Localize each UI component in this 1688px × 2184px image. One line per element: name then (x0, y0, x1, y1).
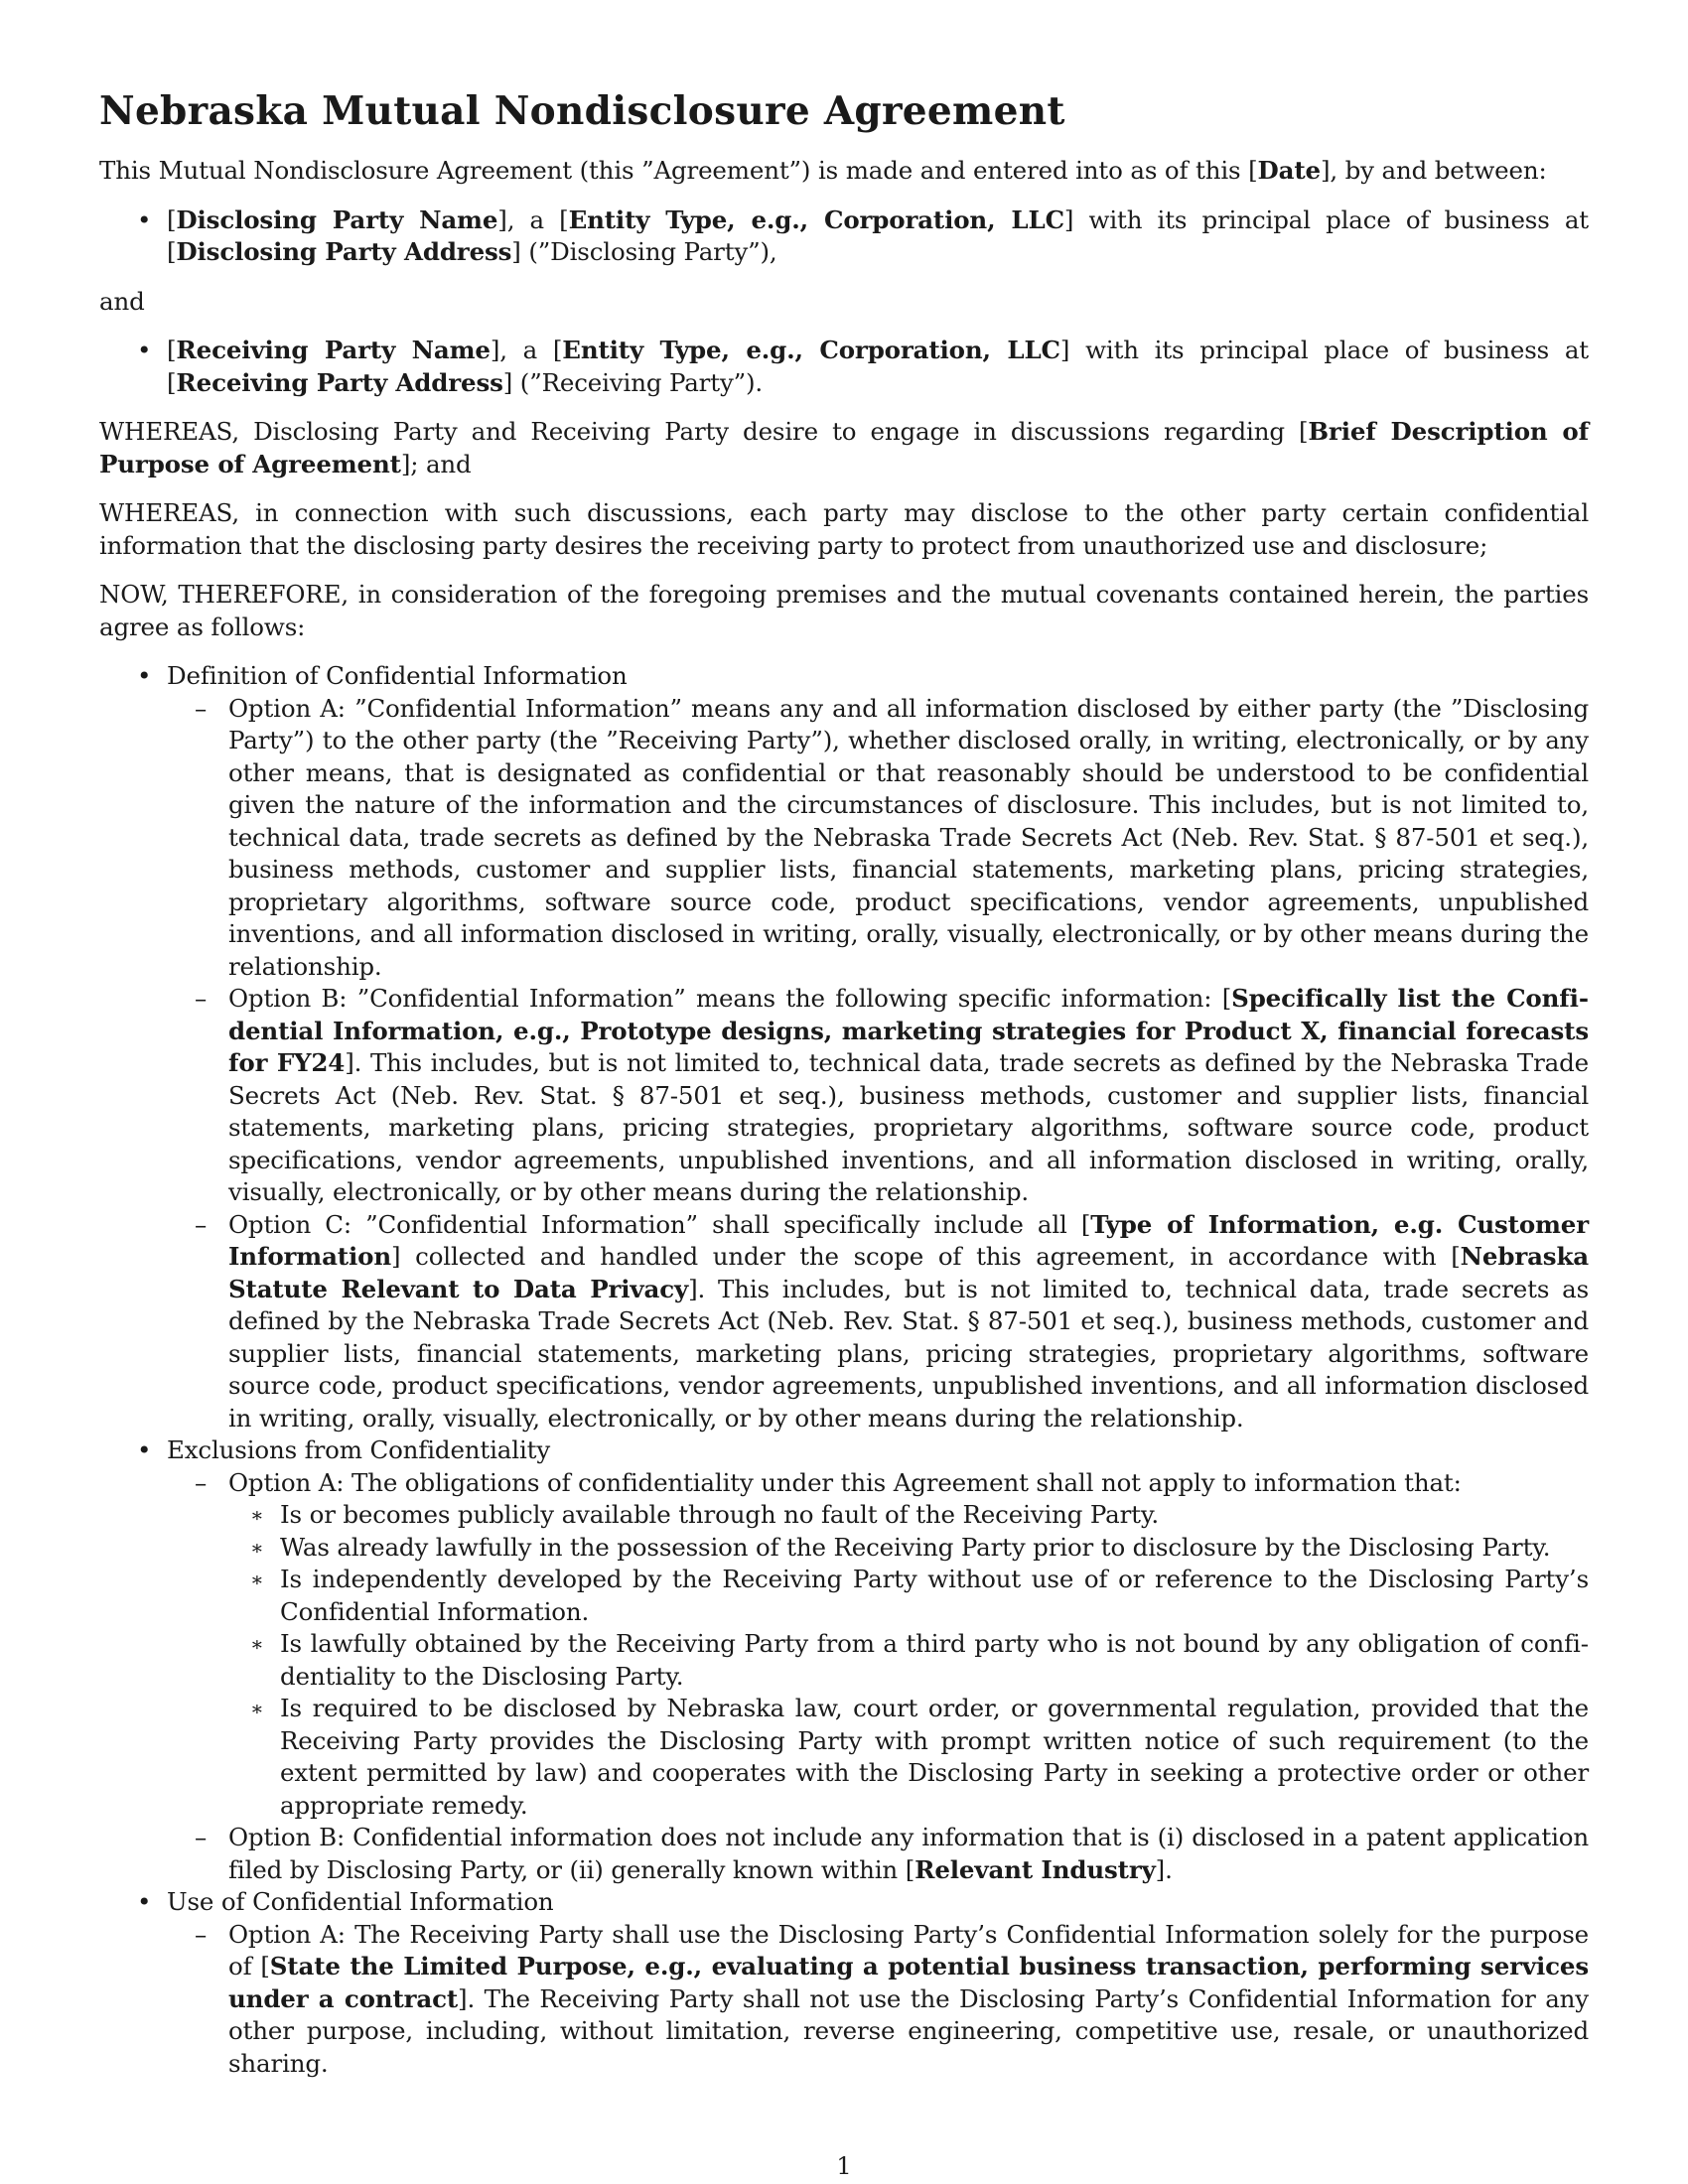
exclusion-item (99, 1564, 1589, 1628)
disclosing-party-name-placeholder: Disclosing Party Name (176, 205, 498, 234)
definition-option-b (99, 983, 1589, 1209)
limited-purpose-placeholder: State the Limited Purpose, e.g., evaluating a potential business transaction, performing services under a contract (228, 1952, 1589, 2013)
text: ]. This includes, but is not limited to, technical data, trade secrets as defined by the Nebraska Trade Secrets Act (Neb. Rev. Stat. § 87-501 et seq.), business methods, customer and supplier lists, financial statements, marketing plans, pricing strategies, proprietary algorithms, software source code, product specifications, vendor agreements, unpublished inventions, and all information disclosed in writing, orally, visually, electronically, or by other means during the relationship. (228, 1048, 1589, 1206)
whereas-purpose (99, 416, 1589, 480)
bullet-marker: • (137, 205, 152, 234)
intro-text-end: ], by and between: (1320, 156, 1547, 185)
exclusions-option-a (99, 1467, 1589, 1500)
text: ] (”Receiving Party”). (502, 367, 764, 397)
item-text: Is or becomes publicly available through no fault of the Receiving Party. (280, 1500, 1159, 1529)
document-body (99, 87, 1589, 2080)
item-text: Is lawfully obtained by the Receiving Party from a third party who is not bound by any obligation of confidentiality to the Disclosing Party. (280, 1629, 1589, 1691)
asterisk-marker: ∗ (250, 1568, 264, 1591)
asterisk-marker: ∗ (250, 1503, 264, 1527)
text: ], a [ (497, 205, 569, 234)
text: Option A: The Receiving Party shall use the Disclosing Party’s Confidential Information solely for the purpose of [ (228, 1919, 1589, 1980)
text: ]. This includes, but is not limited to, technical data, trade secrets as defined by the Nebraska Trade Secrets Act (Neb. Rev. Stat. § 87-501 et seq.), business methods, customer and supplier lists, financial statements, marketing plans, pricing strategies, proprietary algorithms, software source code, product specifications, vendor agreements, unpublished inventions, and all information disclosed in writing, orally, visually, electronically, or by other means during the relationship. (228, 1274, 1589, 1433)
asterisk-marker: ∗ (250, 1632, 264, 1656)
asterisk-marker: ∗ (250, 1535, 264, 1560)
text: [ (167, 205, 177, 234)
receiving-entity-type-placeholder: Entity Type, e.g., Corporation, LLC (562, 336, 1060, 364)
text: Option B: Confidential information does not include any information that is (i) disclosed in a patent application filed by Disclosing Party, or (ii) generally known within [ (228, 1823, 1589, 1884)
section-definition (99, 660, 1589, 693)
definition-option-a (99, 693, 1589, 984)
dash-marker: – (195, 984, 208, 1013)
text: ]. The Receiving Party shall not use the Disclosing Party’s Confidential Information for any other purpose, including, without limitation, reverse engineering, competitive use, resale, or unauthorized sharing. (228, 1983, 1589, 2078)
section-heading: Use of Confidential Information (167, 1887, 554, 1916)
item-text: Is required to be disclosed by Nebraska law, court order, or governmental regulation, provided that the Receiving Party provides the Disclosing Party with prompt written notice of such requirement (to the extent permitted by law) and cooperates with the Disclosing Party in seeking a protective order or other appropriate remedy. (280, 1694, 1589, 1820)
party-disclosing (99, 205, 1589, 269)
exclusion-item (99, 1693, 1589, 1822)
bullet-marker: • (137, 1887, 152, 1916)
use-option-a (99, 1919, 1589, 2081)
bullet-marker: • (137, 1435, 152, 1464)
text: ]; and (400, 449, 472, 478)
dash-marker: – (195, 1209, 208, 1239)
whereas-disclosure: WHEREAS, in connection with such discussions, each party may disclose to the other party certain confidential information that the disclosing party desires the receiving party to protect from unauthorized use and disclosure; (99, 498, 1589, 560)
option-text: Option A: ”Confidential Information” means any and all information disclosed by either party (the ”Disclosing Party”) to the other party (the ”Receiving Party”), whether disclosed orally, in writing, electronically, or by any other means, that is designated as confidential or that reasonably should be understood to be confidential given the nature of the information and the circumstances of disclosure. This includes, but is not limited to, technical data, trade secrets as defined by the Nebraska Trade Secrets Act (Neb. Rev. Stat. § 87-501 et seq.), business methods, customer and supplier lists, financial statements, marketing plans, pricing strategies, proprietary algorithms, software source code, product specifications, vendor agreements, unpublished inventions, and all information disclosed in writing, orally, visually, electronically, or by other means during the relationship. (228, 693, 1589, 981)
exclusion-item (99, 1499, 1589, 1532)
dash-marker: – (195, 693, 208, 723)
text: ] (”Disclosing Party”), (511, 237, 777, 266)
industry-placeholder: Relevant Industry (914, 1854, 1156, 1884)
exclusion-item (99, 1628, 1589, 1693)
party-receiving (99, 335, 1589, 399)
intro-text: This Mutual Nondisclosure Agreement (this ”Agreement”) is made and entered into as of this [ (99, 156, 1258, 185)
intro-paragraph (99, 155, 1589, 188)
definition-option-c (99, 1209, 1589, 1435)
receiving-party-name-placeholder: Receiving Party Name (176, 336, 491, 364)
text: Option B: ”Confidential Information” means the following specific information: [ (228, 984, 1232, 1013)
dash-marker: – (195, 1823, 208, 1851)
statute-placeholder: Nebraska Statute Relevant to Data Privacy (228, 1242, 1589, 1303)
information-type-placeholder: Type of Information, e.g. Customer Information (228, 1209, 1589, 1271)
text: ]. (1155, 1854, 1173, 1884)
text: [ (167, 336, 177, 364)
document-title: Nebraska Mutual Nondisclosure Agreement (99, 88, 1065, 134)
text: Option C: ”Confidential Information” shall specifically include all [ (228, 1209, 1091, 1239)
item-text: Is independently developed by the Receiving Party without use of or reference to the Disclosing Party’s Confidential Information. (280, 1565, 1589, 1626)
purpose-placeholder: Brief Description of Purpose of Agreement (99, 417, 1589, 478)
receiving-party-address-placeholder: Receiving Party Address (176, 367, 503, 397)
text: ] with its principal place of business at [ (167, 336, 1589, 397)
dash-marker: – (195, 1919, 208, 1949)
section-heading: Definition of Confidential Information (167, 661, 628, 690)
disclosing-party-address-placeholder: Disclosing Party Address (176, 237, 512, 266)
text: WHEREAS, Disclosing Party and Receiving Party desire to engage in discussions regarding [ (99, 417, 1309, 446)
page-number: 1 (836, 2152, 852, 2180)
text: ], a [ (490, 336, 563, 364)
asterisk-marker: ∗ (250, 1697, 264, 1720)
dash-marker: – (195, 1467, 208, 1497)
exclusion-item (99, 1532, 1589, 1565)
option-text: Option A: The obligations of confidentiality under this Agreement shall not apply to information that: (228, 1467, 1462, 1497)
text: ] with its principal place of business at [ (167, 205, 1589, 266)
text: ] collected and handled under the scope of this agreement, in accordance with [ (391, 1242, 1461, 1271)
now-therefore: NOW, THEREFORE, in consideration of the foregoing premises and the mutual covenants contained herein, the parties agree as follows: (99, 580, 1589, 641)
bullet-marker: • (137, 661, 152, 690)
section-exclusions (99, 1434, 1589, 1467)
bullet-marker: • (137, 336, 152, 364)
section-use (99, 1886, 1589, 1919)
and-connector: and (99, 286, 145, 316)
date-placeholder: Date (1257, 156, 1321, 185)
disclosing-entity-type-placeholder: Entity Type, e.g., Corporation, LLC (568, 205, 1064, 234)
item-text: Was already lawfully in the possession of the Receiving Party prior to disclosure by the Disclosing Party. (280, 1532, 1551, 1562)
specific-info-placeholder: Specifically list the Confidential Information, e.g., Prototype designs, marketing strategies for Product X, financial forecasts for FY24 (228, 984, 1590, 1077)
section-heading: Exclusions from Confidentiality (167, 1435, 551, 1464)
exclusions-option-b (99, 1822, 1589, 1886)
